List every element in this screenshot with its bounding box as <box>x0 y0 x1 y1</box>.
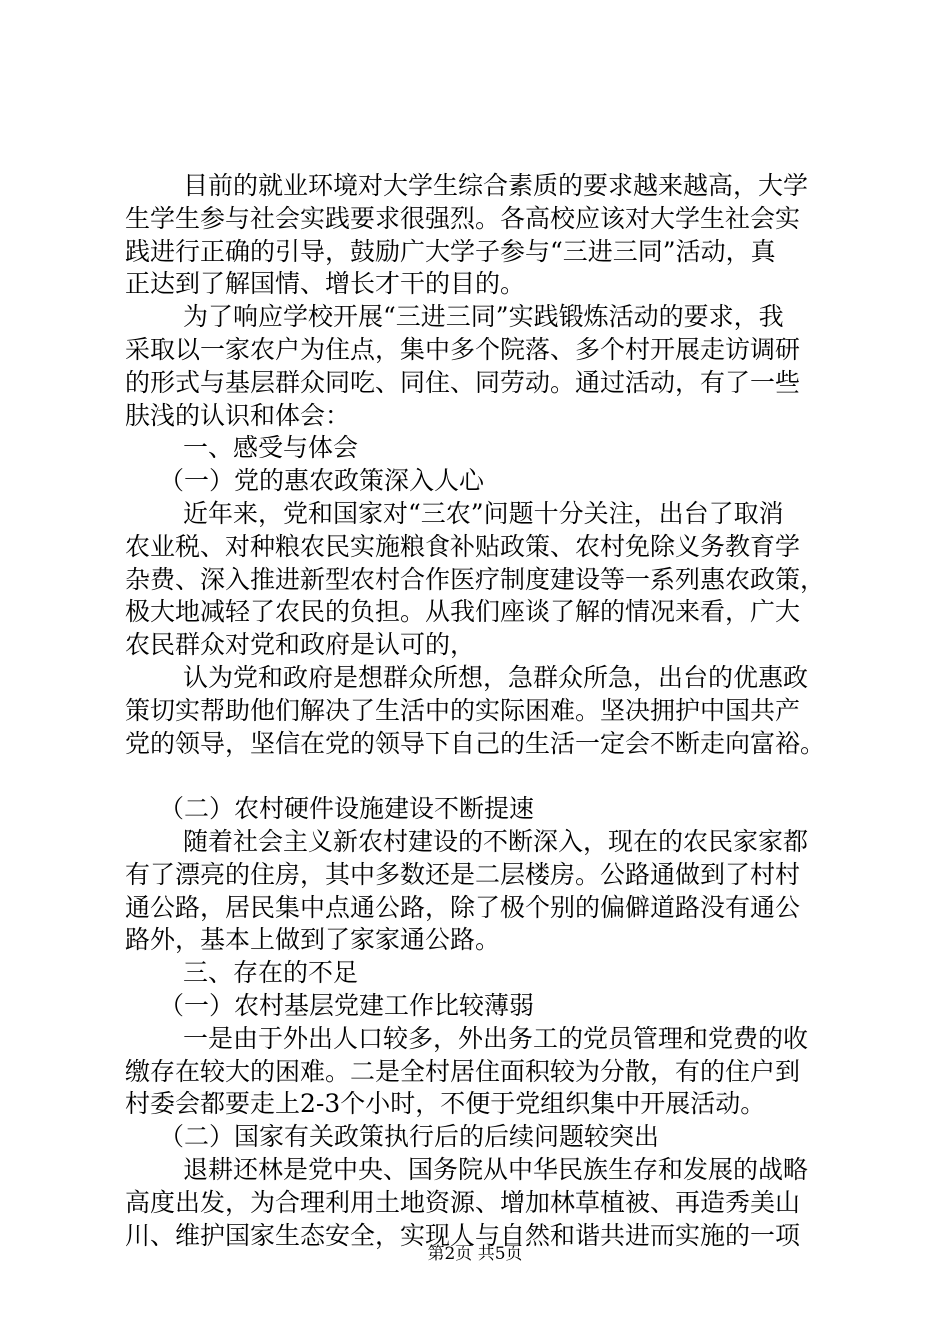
text-line: 退耕还林是党中央、国务院从中华民族生存和发展的战略 <box>183 1154 809 1184</box>
text-line: 策切实帮助他们解决了生活中的实际困难。坚决拥护中国共产 <box>125 695 801 725</box>
text-line: 村委会都要走上2-3个小时，不便于党组织集中开展活动。 <box>125 1089 766 1119</box>
text-line: （一）农村基层党建工作比较薄弱 <box>159 990 535 1020</box>
text-line: 有了漂亮的住房，其中多数还是二层楼房。公路通做到了村村 <box>125 859 801 889</box>
text-line: 通公路，居民集中点通公路，除了极个别的偏僻道路没有通公 <box>125 892 801 922</box>
document-body <box>125 170 845 1252</box>
text-line: （二）国家有关政策执行后的后续问题较突出 <box>159 1122 660 1152</box>
text-line: 近年来，党和国家对“三农”问题十分关注，出台了取消 <box>183 498 784 528</box>
text-line: 的形式与基层群众同吃、同住、同劳动。通过活动，有了一些 <box>125 367 801 397</box>
text-line: （二）农村硬件设施建设不断提速 <box>159 794 535 824</box>
text-line: 杂费、深入推进新型农村合作医疗制度建设等一系列惠农政策， <box>125 564 826 594</box>
text-line: 农业税、对种粮农民实施粮食补贴政策、农村免除义务教育学 <box>125 531 801 561</box>
text-line: 党的领导，坚信在党的领导下自己的生活一定会不断走向富裕。 <box>125 728 826 758</box>
blank-line <box>125 760 845 793</box>
text-line: 农民群众对党和政府是认可的， <box>125 630 476 660</box>
text-line: 川、维护国家生态安全，实现人与自然和谐共进而实施的一项 <box>125 1220 801 1250</box>
text-line: 三、存在的不足 <box>183 958 359 988</box>
text-line: 践进行正确的引导，鼓励广大学子参与“三进三同”活动，真 <box>125 236 776 266</box>
text-line: 缴存在较大的困难。二是全村居住面积较为分散，有的住户到 <box>125 1056 801 1086</box>
text-line: 目前的就业环境对大学生综合素质的要求越来越高，大学 <box>183 171 809 200</box>
text-line: 高度出发，为合理利用土地资源、增加林草植被、再造秀美山 <box>125 1187 801 1217</box>
text-line: 采取以一家农户为住点，集中多个院落、多个村开展走访调研 <box>125 334 801 364</box>
text-line: 随着社会主义新农村建设的不断深入，现在的农民家家都 <box>183 826 809 856</box>
text-line: 肤浅的认识和体会： <box>125 400 351 430</box>
text-line: 路外，基本上做到了家家通公路。 <box>125 925 501 955</box>
text-line: 极大地减轻了农民的负担。从我们座谈了解的情况来看，广大 <box>125 597 801 627</box>
text-line: 为了响应学校开展“三进三同”实践锻炼活动的要求，我 <box>183 302 784 332</box>
page-footer: 第2页 共5页 <box>427 1244 523 1264</box>
text-line: 认为党和政府是想群众所想，急群众所急，出台的优惠政 <box>183 662 809 692</box>
text-line: 一、感受与体会 <box>183 433 359 463</box>
text-line: 一是由于外出人口较多，外出务工的党员管理和党费的收 <box>183 1023 809 1053</box>
text-line: 生学生参与社会实践要求很强烈。各高校应该对大学生社会实 <box>125 203 801 233</box>
text-line: （一）党的惠农政策深入人心 <box>159 466 485 496</box>
text-line: 正达到了解国情、增长才干的目的。 <box>125 269 526 299</box>
